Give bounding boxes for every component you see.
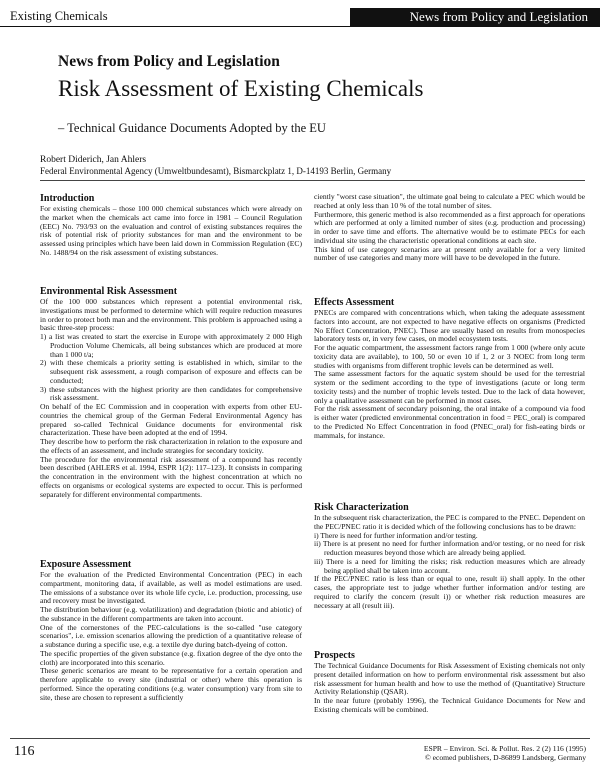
footer-divider	[10, 738, 590, 739]
exposure-paragraph: These generic scenarios are meant to be representative for a certain operation and therefore applicable to every site (industrial or other) where this operation is performed. Since the operating conditions (e.g. water consumption) vary from site to site, these are chosen to represent a sufficiently	[40, 666, 302, 702]
prospects-paragraph: The Technical Guidance Documents for Risk Assessment of Existing chemicals not only present detailed information on how to perform environmental risk assessment but also risk assessment for human health and how to use the method of (Quantitative) Structure Activity Relationship (QSAR).	[314, 661, 585, 697]
affiliation: Federal Environmental Agency (Umweltbundesamt), Bismarckplatz 1, D-14193 Berlin, Germany	[40, 166, 392, 176]
left-column	[40, 193, 302, 258]
running-header-left: Existing Chemicals	[10, 9, 108, 23]
env-risk-heading: Environmental Risk Assessment	[40, 286, 178, 297]
prospects-section	[314, 650, 585, 715]
exposure-paragraph: The specific properties of the given substance (e.g. fixation degree of the dye onto the cloth) are incorporated into this scenario.	[40, 648, 302, 667]
journal-line: ESPR – Environ. Sci. & Pollut. Res. 2 (2) 116 (1995)	[423, 744, 586, 753]
effects-paragraph: PNECs are compared with concentrations which, when taking the adequate assessment factors into account, are not expected to have negative effects on organisms (Predicted No Effect Concentration, PNEC). These are usually based on results from monospecies laboratory tests or, in very few cases, on model ecosystem tests.	[314, 308, 585, 344]
prospects-paragraph: In the near future (probably 1996), the Technical Guidance Documents for New and Existing chemicals will be combined.	[314, 696, 585, 714]
env-risk-step: 1) a list was created to start the exercise in Europe with approximately 2 000 High Production Volume Chemicals, all being substances which are produced at more than 1 000 t/a;	[40, 332, 302, 359]
env-risk-paragraph: Of the 100 000 substances which represent a potential environmental risk, investigations must be performed to determine which will require reduction measures in order to protect both man and the environment. This problem is approached using a basic three-step process:	[40, 297, 302, 333]
risk-characterization-section	[314, 502, 585, 610]
page-number: 116	[14, 744, 35, 759]
env-risk-section	[40, 286, 302, 499]
exposure-paragraph: The distribution behaviour (e.g. volatilization) and degradation (biotic and abiotic) of the substance in the different compartments are taken into account.	[40, 605, 302, 623]
env-risk-paragraph: On behalf of the EC Commission and in cooperation with experts from other EU-countries the chemical group of the German Federal Environmental Agency has prepared so-called Technical Guidance documents for environmental risk characterization. These have been adopted at the end of 1994.	[40, 402, 302, 438]
running-header-right: News from Policy and Legislation	[350, 8, 600, 26]
risk-conclusions-list	[314, 532, 585, 576]
publisher-line: © ecomed publishers, D-86899 Landsberg, Germany	[424, 753, 586, 762]
risk-conclusion: iii) There is a need for limiting the risks; risk reduction measures which are already being applied shall be taken into account.	[314, 556, 585, 575]
introduction-heading: Introduction	[40, 193, 95, 204]
section-title: News from Policy and Legislation	[58, 53, 280, 70]
exposure-paragraph: One of the cornerstones of the PEC-calculations is the so-called "use category scenarios", i.e. emission scenarios allowing the prediction of a quantitative release of a substance during a specific use, e.g. a textile dye during batch-dyeing of cotton.	[40, 622, 302, 649]
right-column-continuation	[314, 193, 585, 263]
env-risk-step: 3) these substances with the highest priority are then candidates for comprehensive risk assessment.	[40, 384, 302, 403]
authors: Robert Diderich, Jan Ahlers	[40, 155, 147, 165]
exposure-heading: Exposure Assessment	[40, 559, 132, 570]
env-risk-paragraph: They describe how to perform the risk characterization in relation to the exposure and the effects of an assessment, and include strategies for secondary toxicity.	[40, 437, 302, 455]
risk-characterization-paragraph: If the PEC/PNEC ratio is less than or equal to one, result ii) shall apply. In the other cases, the appropriate test to judge whether further information and/or testing are required to clarify the concern (result i)) or whether risk reduction measures are necessary at all (result iii).	[314, 574, 585, 610]
risk-conclusion: ii) There is at present no need for further information and/or testing, or no need for risk reduction measures beyond those which are already being applied.	[314, 539, 585, 557]
effects-paragraph: For the risk assessment of secondary poisoning, the oral intake of a compound via food is either water (predicted environmental concentration in food = PEC_oral) is compared to the Predicted No Effect Concentration in food (PNEC_oral) for fish-eating birds or mammals, for instance.	[314, 404, 585, 440]
article-title: Risk Assessment of Existing Chemicals	[58, 76, 424, 101]
continuation-paragraph: ciently "worst case situation", the ultimate goal being to calculate a PEC which would be reached at only less than 10 % of the total number of sites.	[314, 192, 585, 210]
env-risk-steps	[40, 333, 302, 403]
title-divider	[40, 180, 585, 181]
risk-characterization-heading: Risk Characterization	[314, 502, 409, 513]
risk-characterization-paragraph: In the subsequent risk characterization, the PEC is compared to the PNEC. Dependent on the PEC/PNEC ratio it is decided which of the following conclusions has to be drawn:	[314, 513, 585, 531]
risk-conclusion: i) There is need for further information and/or testing.	[314, 530, 478, 540]
exposure-paragraph: For the evaluation of the Predicted Environmental Concentration (PEC) in each compartment, monitoring data, if available, as well as model estimations are used. The emissions of a substance over its whole life cycle, i.e. production, processing, use and recovery must be investigated.	[40, 570, 302, 606]
env-risk-paragraph: The procedure for the environmental risk assessment of a compound has recently been described (AHLERS et al. 1994, ESPR 1(2): 117–123). It consists in comparing the concentration in the environment with the highest concentration at which no effects on organisms or ecological systems are expected to occur. This is performed separately for different environmental compartments.	[40, 454, 302, 499]
effects-paragraph: For the aquatic compartment, the assessment factors range from 1 000 (where only acute toxicity data are available), to 100, 50 or even 10 if 1, 2 or 3 NOEC from long term studies with organisms from different trophic levels can be determined as well.	[314, 343, 585, 370]
effects-paragraph: The same assessment factors for the aquatic system should be used for the terrestrial system or the sediment according to the type of investigations (acute or long term toxicity tests) and the number of trophic levels tested. Due to the lack of data however, only a qualitative assessment can be performed in most cases.	[314, 369, 585, 405]
continuation-paragraph: Furthermore, this generic method is also recommended as a first approach for operations which are performed at only a limited number of sites (e.g. production and processing) in order to save time and efforts. The alternative would be to estimate PECs for each individual site using the characteristic operational conditions at each site.	[314, 209, 585, 245]
exposure-section	[40, 559, 302, 702]
running-header	[0, 8, 600, 27]
prospects-heading: Prospects	[314, 650, 355, 661]
continuation-paragraph: This kind of use category scenarios are at present only available for a very limited number of use categories and many more will have to be developed in the future.	[314, 244, 585, 263]
effects-section	[314, 297, 585, 440]
effects-heading: Effects Assessment	[314, 297, 395, 308]
journal-citation	[424, 744, 586, 762]
introduction-text: For existing chemicals – those 100 000 chemical substances which were already on the market when the chemicals act came into force in 1981 – Council Regulation (EEC) No. 793/93 on the evaluation and control of existing substances requires the risk of potential risk of priority substances for man and the environment to be assessed using principles which have been laid down in Commission Regulation (EC) No. 1488/94 on the risk assessment of existing substances.	[40, 204, 302, 257]
article-subtitle: – Technical Guidance Documents Adopted by the EU	[58, 121, 326, 135]
env-risk-step: 2) with these chemicals a priority setting is established in which, similar to the subsequent risk assessment, a rough comparison of exposure and effects can be conducted;	[40, 358, 302, 385]
